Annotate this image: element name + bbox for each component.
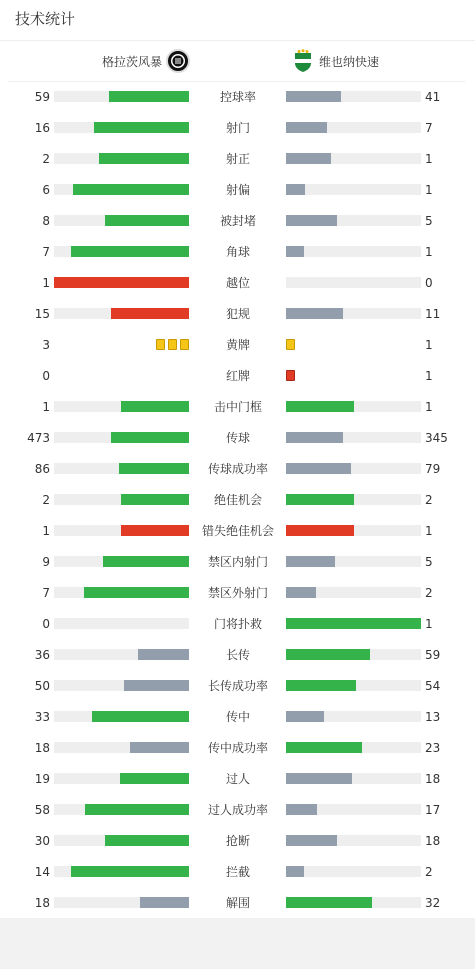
home-bar-track (54, 91, 189, 102)
away-bar-fill (286, 587, 316, 598)
away-bar-track (286, 556, 421, 567)
home-bar-fill (121, 494, 189, 505)
home-bar-track (54, 277, 189, 288)
home-stat-value: 86 (34, 462, 50, 476)
stat-row (0, 833, 475, 864)
red-card-icon (286, 370, 295, 381)
stat-label: 禁区内射门 (207, 555, 268, 569)
away-stat-value: 18 (425, 772, 441, 786)
home-stat-value: 19 (34, 772, 50, 786)
away-bar-fill (286, 742, 362, 753)
away-team[interactable] (292, 46, 379, 76)
away-bar-track (286, 804, 421, 815)
away-bar-fill (286, 649, 370, 660)
away-bar-fill (286, 525, 354, 536)
away-bar-fill (286, 711, 324, 722)
away-stat-value: 5 (425, 555, 433, 569)
home-bar-fill (121, 525, 189, 536)
away-bar-track (286, 897, 421, 908)
away-stat-value: 54 (425, 679, 441, 693)
away-bar-track (286, 401, 421, 412)
home-bar-fill (111, 432, 189, 443)
stat-label: 击中门框 (213, 400, 262, 414)
stat-label: 解围 (225, 896, 250, 910)
home-bar-fill (54, 277, 189, 288)
divider (0, 40, 475, 41)
away-bar-fill (286, 246, 304, 257)
stat-label: 错失绝佳机会 (201, 524, 274, 538)
stat-label: 射门 (225, 121, 250, 135)
away-bar-track (286, 649, 421, 660)
home-bar-fill (138, 649, 189, 660)
stat-label: 传球成功率 (207, 462, 268, 476)
away-bar-track (286, 277, 421, 288)
home-bar-track (54, 711, 189, 722)
home-bar-track (54, 587, 189, 598)
stat-row (0, 306, 475, 337)
away-bar-fill (286, 215, 337, 226)
stat-label: 黄牌 (225, 338, 250, 352)
home-bar-track (54, 215, 189, 226)
home-stat-value: 18 (34, 896, 50, 910)
away-bar-track (286, 246, 421, 257)
stat-label: 禁区外射门 (207, 586, 268, 600)
home-stat-value: 7 (42, 245, 50, 259)
home-bar-fill (73, 184, 189, 195)
away-stat-value: 1 (425, 369, 433, 383)
home-bar-track (54, 773, 189, 784)
divider (8, 81, 465, 82)
stat-label: 传中 (225, 710, 250, 724)
stat-label: 拦截 (225, 865, 250, 879)
home-stat-value: 15 (34, 307, 50, 321)
home-stat-value: 473 (27, 431, 50, 445)
away-bar-track (286, 680, 421, 691)
away-bar-track (286, 866, 421, 877)
away-bar-track (286, 742, 421, 753)
stat-row (0, 616, 475, 647)
home-stat-value: 2 (42, 493, 50, 507)
away-stat-value: 7 (425, 121, 433, 135)
away-bar-fill (286, 91, 341, 102)
stat-label: 绝佳机会 (213, 493, 262, 507)
rapid-wien-crest-icon (292, 49, 314, 73)
home-bar-track (54, 525, 189, 536)
stat-label: 犯规 (225, 307, 250, 321)
home-stat-value: 2 (42, 152, 50, 166)
home-bar-track (54, 618, 189, 629)
away-stat-value: 59 (425, 648, 441, 662)
away-bar-track (286, 184, 421, 195)
away-stat-value: 345 (425, 431, 448, 445)
away-bar-track (286, 835, 421, 846)
stat-label: 长传成功率 (207, 679, 268, 693)
stat-label: 门将扑救 (213, 617, 262, 631)
stat-row (0, 120, 475, 151)
away-stat-value: 2 (425, 586, 433, 600)
stat-row (0, 554, 475, 585)
stat-row (0, 430, 475, 461)
stat-row (0, 399, 475, 430)
away-bar-track (286, 494, 421, 505)
stat-label: 射偏 (225, 183, 250, 197)
away-bar-fill (286, 184, 305, 195)
home-stat-value: 1 (42, 276, 50, 290)
away-bar-fill (286, 308, 343, 319)
yellow-card-icon (180, 339, 189, 350)
home-bar-track (54, 680, 189, 691)
stat-label: 过人 (225, 772, 250, 786)
home-bar-fill (105, 215, 189, 226)
away-bar-track (286, 308, 421, 319)
home-bar-fill (121, 401, 189, 412)
home-stat-value: 3 (42, 338, 50, 352)
home-bar-fill (119, 463, 189, 474)
away-bar-track (286, 91, 421, 102)
home-bar-fill (124, 680, 189, 691)
home-bar-fill (111, 308, 189, 319)
stat-row (0, 337, 475, 368)
home-bar-fill (140, 897, 189, 908)
page-title: 技术统计 (15, 10, 76, 28)
away-stat-value: 1 (425, 183, 433, 197)
home-stat-value: 30 (34, 834, 50, 848)
sturm-graz-crest-icon (166, 49, 190, 73)
home-cards (156, 339, 189, 350)
away-stat-value: 79 (425, 462, 441, 476)
stat-row (0, 771, 475, 802)
home-stat-value: 1 (42, 400, 50, 414)
home-bar-track (54, 494, 189, 505)
stat-row (0, 151, 475, 182)
away-stat-value: 11 (425, 307, 441, 321)
home-team-name: 格拉茨风暴 (102, 54, 163, 69)
home-bar-track (54, 184, 189, 195)
home-bar-fill (99, 153, 189, 164)
stat-row (0, 709, 475, 740)
away-bar-track (286, 215, 421, 226)
stat-row (0, 368, 475, 399)
yellow-card-icon (286, 339, 295, 350)
away-team-name: 维也纳快速 (319, 54, 380, 69)
away-stat-value: 13 (425, 710, 441, 724)
home-stat-value: 14 (34, 865, 50, 879)
stat-row (0, 244, 475, 275)
stat-label: 过人成功率 (207, 803, 268, 817)
home-bar-fill (85, 804, 189, 815)
home-bar-track (54, 246, 189, 257)
away-stat-value: 1 (425, 400, 433, 414)
home-bar-track (54, 401, 189, 412)
stat-label: 越位 (225, 276, 250, 290)
stat-row (0, 895, 475, 926)
home-team[interactable] (102, 46, 190, 76)
away-bar-fill (286, 866, 304, 877)
stat-label: 红牌 (225, 369, 250, 383)
home-bar-fill (130, 742, 189, 753)
stat-row (0, 213, 475, 244)
home-stat-value: 1 (42, 524, 50, 538)
away-stat-value: 1 (425, 152, 433, 166)
stat-row (0, 523, 475, 554)
stat-row (0, 492, 475, 523)
stat-row (0, 647, 475, 678)
home-bar-track (54, 835, 189, 846)
away-bar-fill (286, 618, 421, 629)
stat-row (0, 585, 475, 616)
away-bar-track (286, 525, 421, 536)
home-bar-fill (71, 246, 189, 257)
away-bar-track (286, 153, 421, 164)
away-bar-track (286, 618, 421, 629)
home-bar-fill (105, 835, 189, 846)
home-stat-value: 50 (34, 679, 50, 693)
home-stat-value: 33 (34, 710, 50, 724)
away-stat-value: 32 (425, 896, 441, 910)
home-bar-fill (84, 587, 189, 598)
away-bar-fill (286, 432, 343, 443)
away-bar-fill (286, 494, 354, 505)
away-bar-fill (286, 401, 354, 412)
away-stat-value: 1 (425, 524, 433, 538)
stat-row (0, 802, 475, 833)
stat-row (0, 182, 475, 213)
home-bar-track (54, 866, 189, 877)
away-bar-fill (286, 556, 335, 567)
away-bar-fill (286, 897, 372, 908)
stat-row (0, 275, 475, 306)
away-bar-track (286, 711, 421, 722)
home-bar-fill (103, 556, 189, 567)
home-stat-value: 18 (34, 741, 50, 755)
away-stat-value: 2 (425, 865, 433, 879)
away-stat-value: 18 (425, 834, 441, 848)
stat-label: 传球 (225, 431, 250, 445)
stat-label: 角球 (225, 245, 250, 259)
home-stat-value: 0 (42, 369, 50, 383)
home-bar-track (54, 556, 189, 567)
stat-label: 传中成功率 (207, 741, 268, 755)
away-bar-fill (286, 835, 337, 846)
home-bar-track (54, 897, 189, 908)
away-stat-value: 1 (425, 617, 433, 631)
away-bar-fill (286, 680, 356, 691)
away-stat-value: 23 (425, 741, 441, 755)
home-bar-fill (109, 91, 189, 102)
away-stat-value: 2 (425, 493, 433, 507)
home-bar-track (54, 122, 189, 133)
away-bar-track (286, 122, 421, 133)
home-stat-value: 58 (34, 803, 50, 817)
away-bar-track (286, 432, 421, 443)
home-stat-value: 9 (42, 555, 50, 569)
stat-label: 长传 (225, 648, 250, 662)
home-bar-track (54, 649, 189, 660)
stat-row (0, 678, 475, 709)
away-stat-value: 1 (425, 245, 433, 259)
away-cards (286, 339, 295, 350)
away-bar-track (286, 587, 421, 598)
home-bar-fill (120, 773, 189, 784)
stat-row (0, 89, 475, 120)
home-bar-track (54, 463, 189, 474)
away-stat-value: 0 (425, 276, 433, 290)
stat-row (0, 461, 475, 492)
home-bar-track (54, 153, 189, 164)
away-stat-value: 1 (425, 338, 433, 352)
stat-row (0, 864, 475, 895)
home-bar-track (54, 742, 189, 753)
home-stat-value: 6 (42, 183, 50, 197)
away-cards (286, 370, 295, 381)
home-stat-value: 36 (34, 648, 50, 662)
stat-label: 被封堵 (219, 214, 256, 228)
home-bar-track (54, 308, 189, 319)
away-bar-fill (286, 122, 327, 133)
away-stat-value: 41 (425, 90, 441, 104)
home-bar-track (54, 804, 189, 815)
home-stat-value: 59 (34, 90, 50, 104)
home-bar-fill (92, 711, 189, 722)
home-bar-fill (94, 122, 189, 133)
away-stat-value: 5 (425, 214, 433, 228)
yellow-card-icon (168, 339, 177, 350)
away-bar-track (286, 463, 421, 474)
stat-label: 抢断 (225, 834, 250, 848)
home-stat-value: 16 (34, 121, 50, 135)
away-bar-track (286, 773, 421, 784)
home-bar-track (54, 432, 189, 443)
stat-label: 控球率 (219, 90, 256, 104)
away-bar-fill (286, 773, 352, 784)
home-bar-fill (71, 866, 189, 877)
home-stat-value: 8 (42, 214, 50, 228)
away-bar-fill (286, 153, 331, 164)
home-stat-value: 0 (42, 617, 50, 631)
home-stat-value: 7 (42, 586, 50, 600)
away-bar-fill (286, 463, 351, 474)
yellow-card-icon (156, 339, 165, 350)
away-stat-value: 17 (425, 803, 441, 817)
away-bar-fill (286, 804, 317, 815)
stat-row (0, 740, 475, 771)
stat-label: 射正 (225, 152, 250, 166)
